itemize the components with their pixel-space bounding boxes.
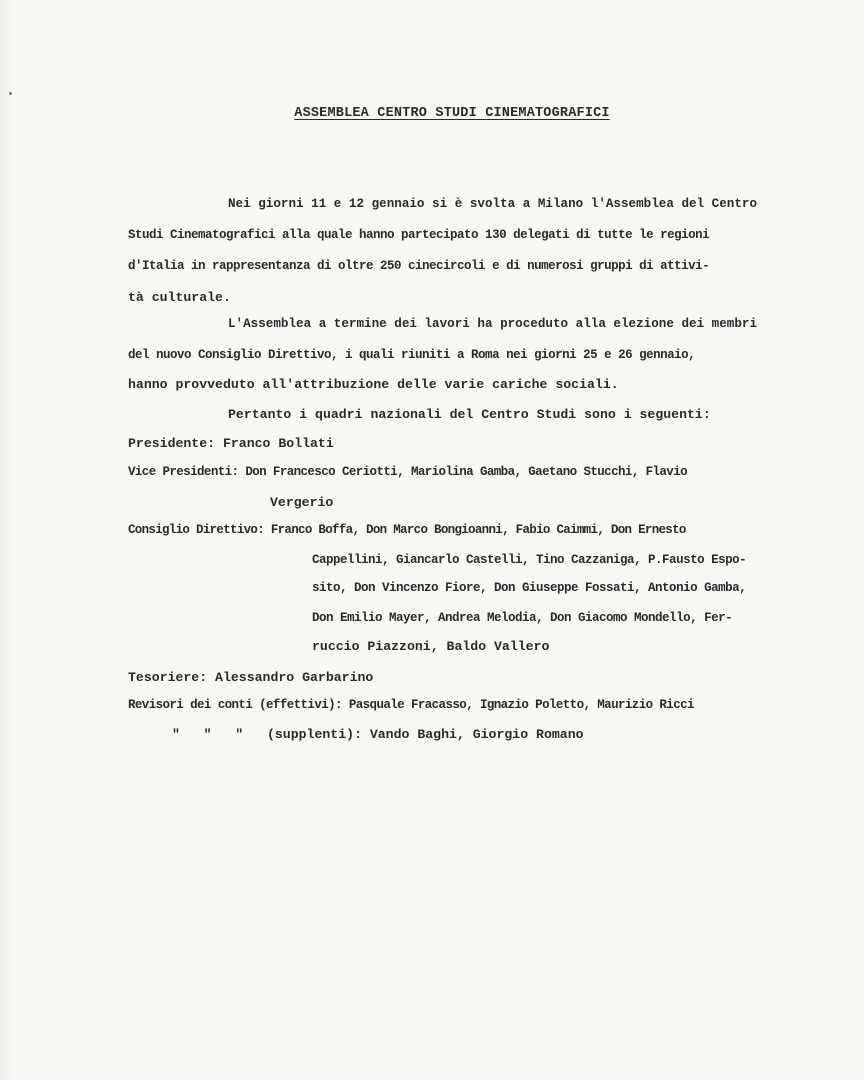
paragraph-1-line-1: Nei giorni 11 e 12 gennaio si è svolta a Milano l'Assemblea del Centro (228, 197, 758, 211)
president-line: Presidente: Franco Bollati (128, 436, 334, 451)
board-line-5: ruccio Piazzoni, Baldo Vallero (312, 639, 550, 654)
auditors-effective-line: Revisori dei conti (effettivi): Pasquale Fracasso, Ignazio Poletto, Maurizio Ricci (128, 698, 694, 712)
paragraph-3-line-1: Pertanto i quadri nazionali del Centro Studi sono i seguenti: (228, 407, 711, 422)
board-line-3: sito, Don Vincenzo Fiore, Don Giuseppe Fossati, Antonio Gamba, (312, 581, 747, 595)
paragraph-2-line-1: L'Assemblea a termine dei lavori ha proceduto alla elezione dei membri (228, 317, 758, 331)
paragraph-1-line-2: Studi Cinematografici alla quale hanno partecipato 130 delegati di tutte le regioni (128, 228, 710, 242)
paragraph-1-line-3: d'Italia in rappresentanza di oltre 250 cinecircoli e di numerosi gruppi di attivi- (128, 259, 710, 273)
board-line-1: Consiglio Direttivo: Franco Boffa, Don Marco Bongioanni, Fabio Caimmi, Don Ernesto (128, 523, 686, 537)
board-line-4: Don Emilio Mayer, Andrea Melodia, Don Giacomo Mondello, Fer- (312, 611, 733, 625)
document-title: ASSEMBLEA CENTRO STUDI CINEMATOGRAFICI (294, 106, 610, 121)
paragraph-2-line-2: del nuovo Consiglio Direttivo, i quali riuniti a Roma nei giorni 25 e 26 gennaio, (128, 348, 696, 362)
board-line-2: Cappellini, Giancarlo Castelli, Tino Cazzaniga, P.Fausto Espo- (312, 553, 747, 567)
auditors-substitute-line: " " " (supplenti): Vando Baghi, Giorgio Romano (172, 727, 584, 742)
paragraph-2-line-3: hanno provveduto all'attribuzione delle varie cariche sociali. (128, 377, 619, 392)
treasurer-line: Tesoriere: Alessandro Garbarino (128, 670, 374, 685)
paper-speck (9, 92, 12, 95)
paragraph-1-line-4: tà culturale. (128, 290, 231, 305)
vice-presidents-line-1: Vice Presidenti: Don Francesco Ceriotti, Mariolina Gamba, Gaetano Stucchi, Flavio (128, 465, 687, 479)
vice-presidents-line-2: Vergerio (270, 495, 334, 510)
